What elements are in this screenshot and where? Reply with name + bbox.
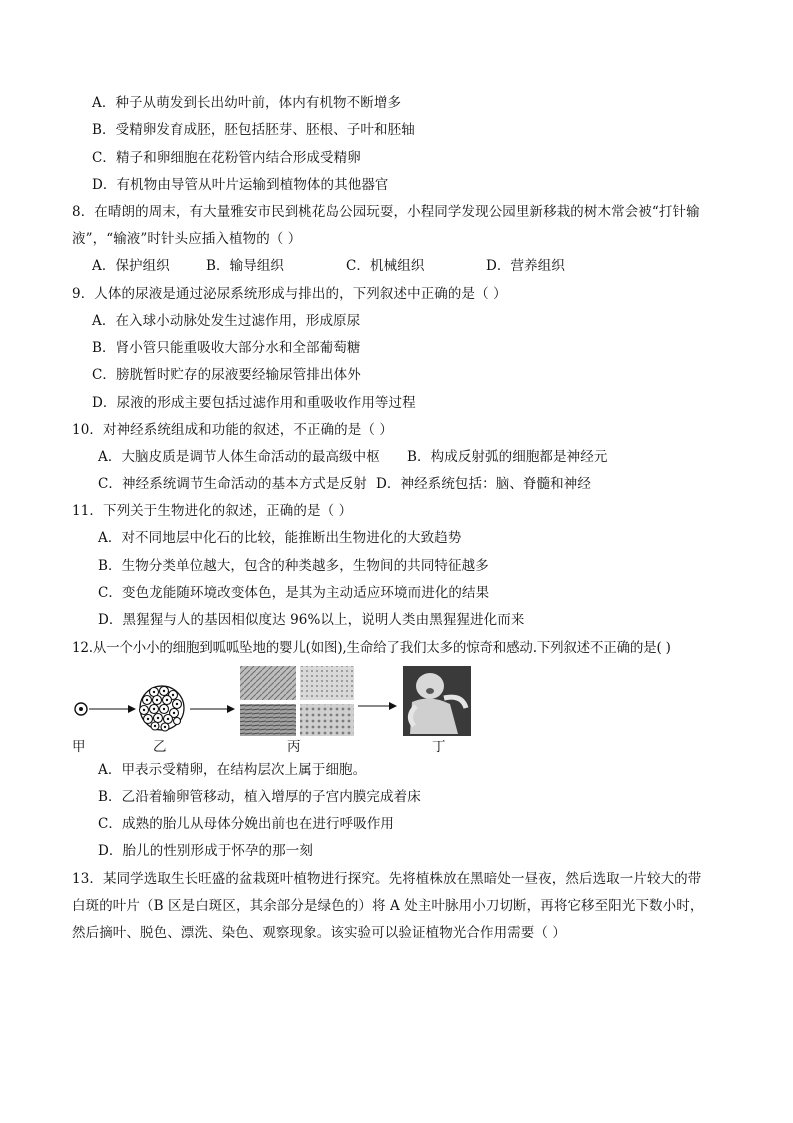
q12-option-b: B．乙沿着输卵管移动，植入增厚的子宫内膜完成着床	[98, 789, 421, 805]
q10-option-a: A．大脑皮质是调节人体生命活动的最高级中枢	[98, 449, 380, 465]
q8-option-b: B．输导组织	[206, 258, 285, 274]
q12-option-d: D．胎儿的性别形成于怀孕的那一刻	[98, 843, 313, 859]
q8-stem-line2: 液”，“输液”时针头应插入植物的（ ）	[72, 231, 302, 247]
tissue-images	[240, 666, 354, 736]
q7-option-a: A．种子从萌发到长出幼叶前，体内有机物不断增多	[92, 95, 402, 111]
q8-option-c: C．机械组织	[346, 258, 425, 274]
q9-option-d: D．尿液的形成主要包括过滤作用和重吸收作用等过程	[92, 395, 416, 411]
q8-option-a: A．保护组织	[92, 258, 170, 274]
q9-option-a: A．在入球小动脉处发生过滤作用，形成原尿	[92, 313, 361, 329]
q10-option-d: D．神经系统包括：脑、脊髓和神经	[376, 476, 591, 492]
q11-option-a: A．对不同地层中化石的比较，能推断出生物进化的大致趋势	[98, 530, 462, 546]
q9-option-b: B．肾小管只能重吸收大部分水和全部葡萄糖	[92, 340, 361, 356]
q10-option-c: C．神经系统调节生命活动的基本方式是反射	[98, 476, 367, 492]
q13-stem-line3: 然后摘叶、脱色、漂洗、染色、观察现象。该实验可以验证植物光合作用需要（ ）	[72, 925, 566, 941]
q13-stem-line1: 13．某同学选取生长旺盛的盆栽斑叶植物进行探究。先将植株放在黑暗处一昼夜，然后选取一片较大的带	[72, 871, 702, 887]
q13-stem-line2: 白斑的叶片（B 区是白斑区，其余部分是绿色的）将 A 处主叶脉用小刀切断，再将它移至阳光下数小时，	[72, 898, 704, 914]
figure-label-yi: 乙	[153, 739, 167, 755]
development-figure	[70, 664, 480, 740]
q11-stem: 11．下列关于生物进化的叙述，正确的是（ ）	[72, 503, 353, 519]
tissue-image-3	[240, 704, 296, 736]
q11-option-b: B．生物分类单位越大，包含的种类越多，生物间的共同特征越多	[98, 558, 489, 574]
q8-stem-line1: 8．在晴朗的周末，有大量雅安市民到桃花岛公园玩耍，小程同学发现公园里新移栽的树木常会被“打针输	[72, 204, 700, 220]
figure-label-bing: 丙	[287, 739, 301, 755]
q12-option-c: C．成熟的胎儿从母体分娩出前也在进行呼吸作用	[98, 816, 395, 832]
morula-icon	[140, 686, 185, 731]
figure-label-jia: 甲	[72, 739, 86, 755]
zygote-icon	[75, 703, 87, 715]
q12-option-a: A．甲表示受精卵，在结构层次上属于细胞。	[98, 762, 367, 778]
q7-option-d: D．有机物由导管从叶片运输到植物体的其他器官	[92, 177, 389, 193]
q10-option-b: B．构成反射弧的细胞都是神经元	[407, 449, 608, 465]
q7-option-c: C．精子和卵细胞在花粉管内结合形成受精卵	[92, 150, 361, 166]
baby-photo	[403, 666, 471, 736]
q9-option-c: C．膀胱暂时贮存的尿液要经输尿管排出体外	[92, 367, 361, 383]
q12-stem: 12.从一个小小的细胞到呱呱坠地的婴儿(如图),生命给了我们太多的惊奇和感动.下列叙述不正确的是( )	[72, 640, 671, 656]
q10-stem: 10．对神经系统组成和功能的叙述，不正确的是（ ）	[72, 422, 393, 438]
tissue-image-2	[300, 666, 354, 700]
q11-option-c: C．变色龙能随环境改变体色，是其为主动适应环境而进化的结果	[98, 585, 490, 601]
tissue-image-4	[300, 704, 354, 736]
q7-option-b: B．受精卵发育成胚，胚包括胚芽、胚根、子叶和胚轴	[92, 122, 415, 138]
q11-option-d: D．黑猩猩与人的基因相似度达 96%以上，说明人类由黑猩猩进化而来	[98, 612, 525, 628]
q8-option-d: D．营养组织	[486, 258, 565, 274]
q9-stem: 9．人体的尿液是通过泌尿系统形成与排出的，下列叙述中正确的是（ ）	[72, 286, 507, 302]
figure-label-ding: 丁	[432, 739, 446, 755]
tissue-image-1	[240, 666, 296, 700]
